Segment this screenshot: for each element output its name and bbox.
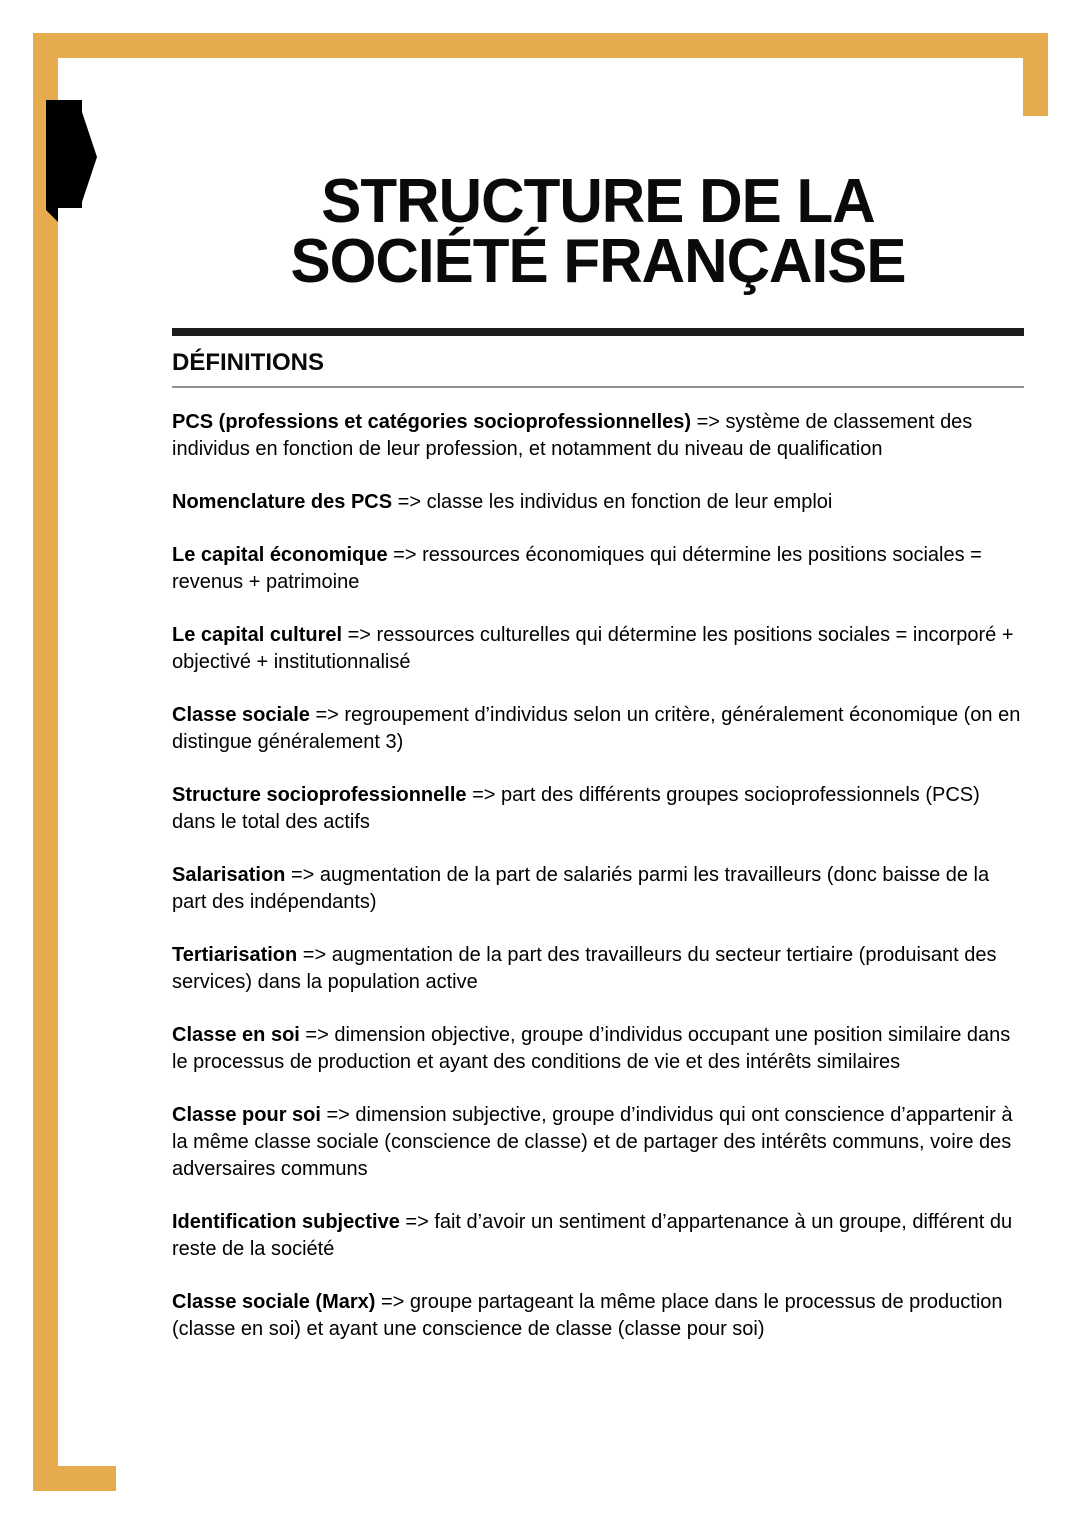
definition-text: classe les individus en fonction de leur emploi [426, 491, 833, 513]
definition-arrow: => [381, 1291, 405, 1313]
definition-item-classe-sociale [172, 702, 1024, 756]
definition-arrow: => [393, 544, 417, 566]
definition-arrow: => [347, 624, 371, 646]
definition-item-structure-socioprofessionnelle [172, 782, 1024, 836]
definition-text: ressources culturelles qui détermine les positions sociales = incorporé + objectivé + institutionnalisé [172, 624, 1014, 673]
definition-item-identification-subjective [172, 1209, 1024, 1263]
page-title-line2: SOCIÉTÉ FRANÇAISE [290, 227, 906, 296]
definition-item-salarisation [172, 862, 1024, 916]
definition-term: Structure socioprofessionnelle [172, 784, 467, 806]
definition-item-tertiarisation [172, 942, 1024, 996]
definition-term: Identification subjective [172, 1211, 400, 1233]
definition-arrow: => [472, 784, 496, 806]
page-title [185, 167, 1011, 296]
definition-item-classe-sociale-marx [172, 1289, 1024, 1343]
definition-term: Tertiarisation [172, 944, 298, 966]
definition-text: augmentation de la part des travailleurs du secteur tertiaire (produisant des services) dans la population active [172, 944, 997, 993]
definition-term: Salarisation [172, 864, 286, 886]
definition-item-capital-culturel [172, 622, 1024, 676]
definition-text: système de classement des individus en fonction de leur profession, et notamment du niveau de qualification [172, 411, 973, 460]
definition-arrow: => [290, 864, 315, 886]
definition-arrow: => [326, 1104, 350, 1126]
definition-term: Classe sociale [172, 704, 310, 726]
definition-arrow: => [696, 411, 720, 433]
definition-term: Classe en soi [172, 1024, 300, 1046]
definition-text: ressources économiques qui détermine les positions sociales = revenus + patrimoine [172, 544, 982, 593]
definition-term: Classe pour soi [172, 1104, 321, 1126]
definition-arrow: => [315, 704, 339, 726]
page-border-frame [33, 33, 1048, 1491]
definition-text: groupe partageant la même place dans le processus de production (classe en soi) et ayant une conscience de classe (classe pour soi) [172, 1291, 1003, 1340]
definition-arrow: => [305, 1024, 329, 1046]
definition-item-nomenclature [172, 489, 1024, 516]
definition-text: augmentation de la part de salariés parmi les travailleurs (donc baisse de la part des indépendants) [172, 864, 990, 913]
definition-term: PCS (professions et catégories socioprofessionnelles) [172, 411, 692, 433]
definition-text: dimension subjective, groupe d’individus qui ont conscience d’appartenir à la même classe sociale (conscience de classe) et de partager des intérêts communs, voire des adversaires communs [172, 1104, 1013, 1180]
definition-arrow: => [302, 944, 327, 966]
definition-term: Classe sociale (Marx) [172, 1291, 376, 1313]
page-content [116, 116, 1080, 1524]
definitions-list [172, 409, 1024, 1343]
title-divider [172, 328, 1024, 336]
bookmark-ribbon-icon [46, 100, 97, 222]
definition-text: fait d’avoir un sentiment d’appartenance à un groupe, différent du reste de la société [172, 1211, 1013, 1260]
page-title-line1: STRUCTURE DE LA [321, 167, 875, 236]
definition-arrow: => [397, 491, 421, 513]
definition-term: Le capital culturel [172, 624, 343, 646]
definition-term: Le capital économique [172, 544, 388, 566]
definition-text: dimension objective, groupe d’individus occupant une position similaire dans le processus de production et ayant des conditions de vie et des intérêts similaires [172, 1024, 1011, 1073]
definition-item-classe-en-soi [172, 1022, 1024, 1076]
definition-arrow: => [405, 1211, 429, 1233]
definition-item-capital-economique [172, 542, 1024, 596]
definition-term: Nomenclature des PCS [172, 491, 393, 513]
section-heading: DÉFINITIONS [172, 349, 325, 376]
definition-text: regroupement d’individus selon un critère, généralement économique (on en distingue généralement 3) [172, 704, 1021, 753]
definition-text: part des différents groupes socioprofessionnels (PCS) dans le total des actifs [172, 784, 980, 833]
definition-item-pcs [172, 409, 1024, 463]
section-divider [172, 386, 1024, 388]
definition-item-classe-pour-soi [172, 1102, 1024, 1183]
